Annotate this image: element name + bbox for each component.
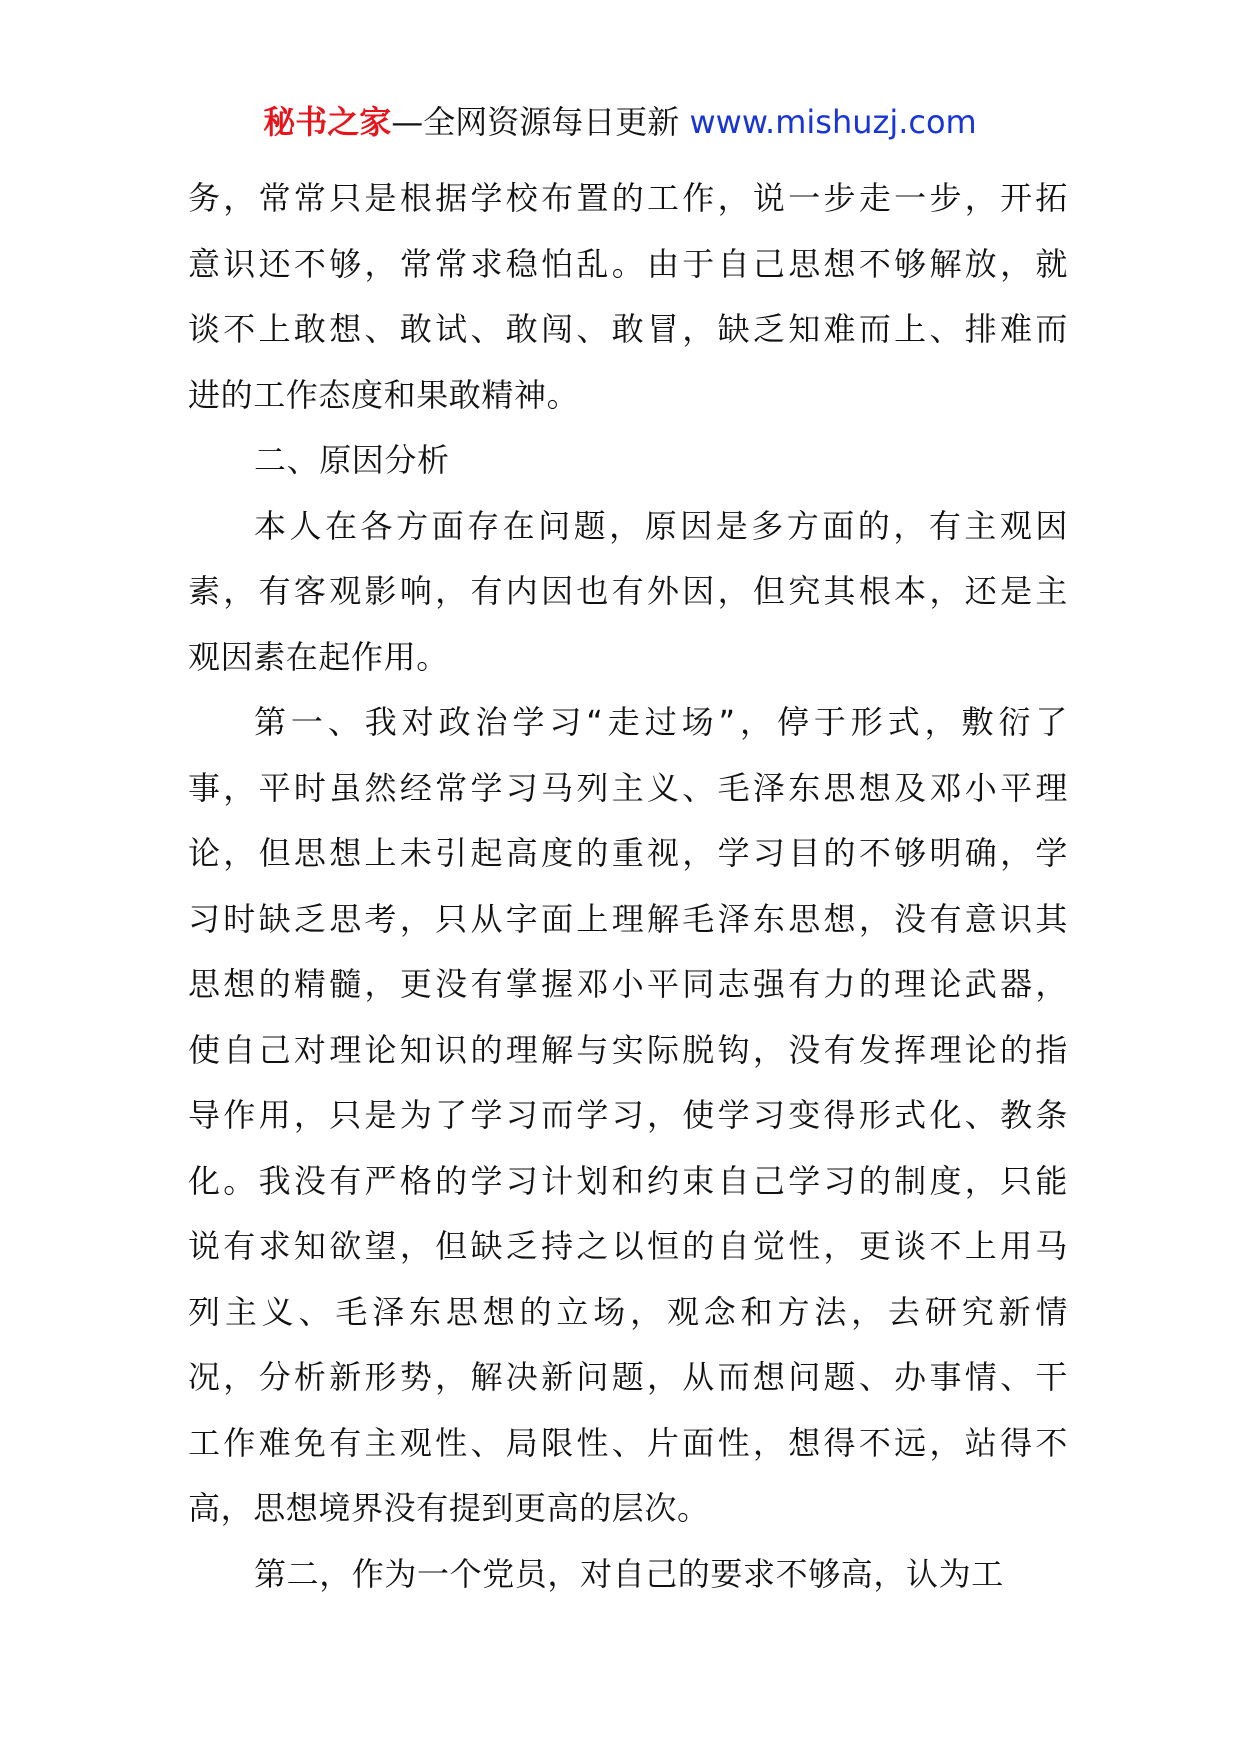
text-line: 意识还不够，常常求稳怕乱。由于自己思想不够解放，就 [188, 244, 1068, 283]
text-line: 第一、我对政治学习“走过场”，停于形式，敷衍了 [254, 703, 1068, 741]
text-line: 论，但思想上未引起高度的重视，学习目的不够明确，学 [188, 834, 1068, 872]
website-url[interactable]: www.mishuzj.com [689, 103, 977, 141]
text-line: 工作难免有主观性、局限性、片面性，想得不远，站得不 [188, 1423, 1068, 1462]
text-line: 习时缺乏思考，只从字面上理解毛泽东思想，没有意识其 [188, 899, 1068, 938]
paragraph [188, 428, 1068, 494]
text-line: 使自己对理论知识的理解与实际脱钩，没有发挥理论的指 [188, 1030, 1068, 1069]
text-line: 进的工作态度和果敢精神。 [188, 375, 580, 414]
text-line: 本人在各方面存在问题，原因是多方面的，有主观因 [254, 506, 1068, 545]
text-line: 观因素在起作用。 [188, 637, 449, 676]
text-line: 谈不上敢想、敢试、敢闯、敢冒，缺乏知难而上、排难而 [188, 310, 1068, 348]
text-line: 二、原因分析 [254, 441, 450, 479]
brand-name: 秘书之家 [263, 103, 392, 141]
paragraph [188, 166, 1068, 428]
text-line: 事，平时虽然经常学习马列主义、毛泽东思想及邓小平理 [188, 768, 1068, 807]
document-body [188, 166, 1068, 1607]
text-line: 况，分析新形势，解决新问题，从而想问题、办事情、干 [188, 1358, 1068, 1396]
text-line: 列主义、毛泽东思想的立场，观念和方法，去研究新情 [188, 1292, 1068, 1331]
header-slogan: —全网资源每日更新 [391, 103, 690, 141]
text-line: 导作用，只是为了学习而学习，使学习变得形式化、教条 [188, 1096, 1068, 1134]
paragraph [188, 494, 1068, 691]
page-header [0, 100, 1240, 144]
text-line: 化。我没有严格的学习计划和约束自己学习的制度，只能 [188, 1161, 1068, 1200]
text-line: 第二，作为一个党员，对自己的要求不够高，认为工 [254, 1554, 1004, 1593]
text-line: 务，常常只是根据学校布置的工作，说一步走一步，开拓 [188, 179, 1068, 217]
text-line: 素，有客观影响，有内因也有外因，但究其根本，还是主 [188, 572, 1068, 610]
text-line: 思想的精髓，更没有掌握邓小平同志强有力的理论武器， [188, 965, 1068, 1003]
paragraph [188, 690, 1068, 1542]
paragraph [188, 1542, 1068, 1608]
text-line: 说有求知欲望，但缺乏持之以恒的自觉性，更谈不上用马 [188, 1227, 1068, 1265]
text-line: 高，思想境界没有提到更高的层次。 [188, 1489, 710, 1527]
